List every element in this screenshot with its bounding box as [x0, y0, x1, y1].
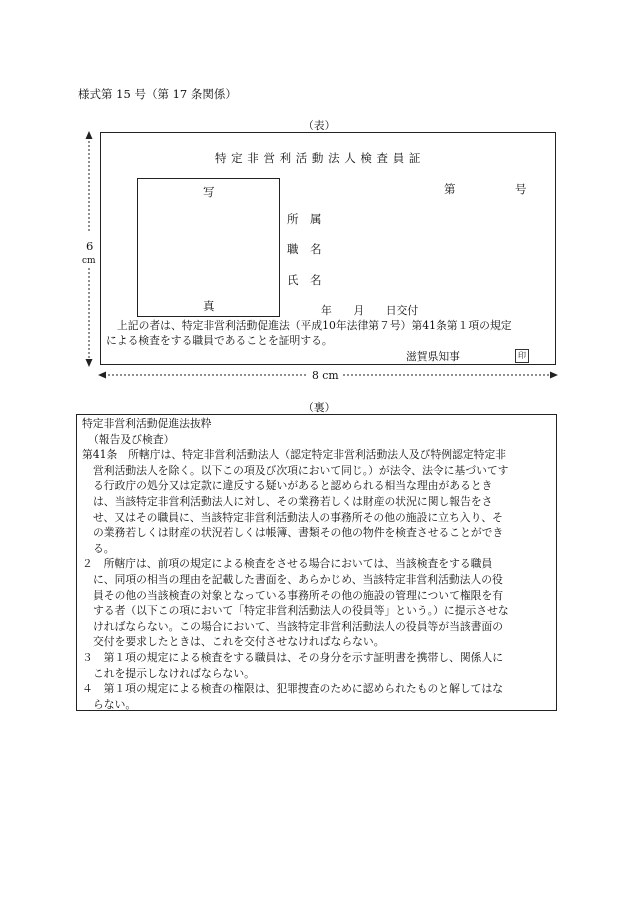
issuer: 滋賀県知事: [406, 350, 460, 363]
affiliation-label: 所 属: [287, 212, 322, 226]
back-heading: 特定非営利活動促進法抜粋: [82, 417, 212, 430]
back-subheading: （報告及び検査）: [88, 432, 175, 446]
paragraph-2-line: 員その他の当該検査の対象となっている事務所その他の施設の管理について権限を有: [93, 588, 504, 602]
paragraph-2-line: に、同項の相当の理由を記載した書面を、あらかじめ、当該特定非営利活動法人の役: [93, 572, 503, 586]
issue-date: 年 月 日交付: [321, 304, 419, 317]
seal-mark: 印: [515, 349, 529, 363]
back-text: [82, 416, 554, 712]
paragraph-4: [82, 681, 554, 712]
article-41: [82, 447, 554, 556]
paragraph-3: [82, 650, 554, 681]
back-side-label: （裏）: [303, 401, 336, 414]
paragraph-3-line: これを提示しなければならない。: [93, 666, 255, 680]
article-41-line: る行政庁の処分又は定款に違反する疑いがあると認められる相当な理由があるとき: [93, 479, 493, 493]
paragraph-2-line: 交付を要求したときは、これを交付させなければならない。: [93, 635, 385, 649]
number-suffix: 号: [515, 182, 527, 196]
photo-label-bottom: 真: [203, 299, 215, 313]
width-dimension: 8 cm: [312, 369, 339, 382]
article-41-line: の業務若しくは財産の状況若しくは帳簿、書類その他の物件を検査させることができ: [93, 526, 504, 540]
height-dimension-unit: cm: [82, 256, 96, 266]
front-side-label: （表）: [303, 119, 336, 132]
height-dimension-number: 6: [86, 239, 94, 253]
number-label: 第: [444, 182, 456, 196]
paragraph-4-line: らない。: [93, 697, 137, 711]
card-title: 特 定 非 営 利 活 動 法 人 検 査 員 証: [215, 151, 421, 165]
article-41-line: せ、又はその職員に、当該特定非営利活動法人の事務所その他の施設に立ち入り、そ: [93, 510, 503, 524]
paragraph-2: [82, 556, 554, 650]
paragraph-2-line: ２ 所轄庁は、前項の規定による検査をさせる場合においては、当該検査をする職員: [82, 557, 493, 571]
article-41-line: る。: [93, 541, 115, 555]
article-41-line: は、当該特定非営利活動法人に対し、その業務若しくは財産の状況に関し報告をさ: [93, 494, 493, 508]
article-41-line: 第41条 所轄庁は、特定非営利活動法人（認定特定非営利活動法人及び特例認定特定非: [82, 448, 507, 462]
position-label: 職 名: [287, 242, 322, 256]
paragraph-4-line: ４ 第１項の規定による検査の権限は、犯罪捜査のために認められたものと解してはな: [82, 682, 504, 696]
name-label: 氏 名: [287, 273, 322, 287]
paragraph-3-line: ３ 第１項の規定による検査をする職員は、その身分を示す証明書を携帯し、関係人に: [82, 650, 504, 664]
form-number: 様式第 15 号（第 17 条関係）: [78, 87, 237, 101]
paragraph-2-line: する者（以下この項において「特定非営利活動法人の役員等」という。）に提示させな: [93, 604, 509, 618]
certify-line-2: による検査をする職員であることを証明する。: [106, 334, 333, 347]
photo-label-top: 写: [203, 185, 215, 199]
article-41-line: 営利活動法人を除く。以下この項及び次項において同じ。）が法令、法令に基づいてす: [93, 463, 509, 477]
paragraph-2-line: ければならない。この場合において、当該特定非営利活動法人の役員等が当該書面の: [93, 619, 504, 633]
certify-line-1: 上記の者は、特定非営利活動促進法（平成10年法律第７号）第41条第１項の規定: [117, 319, 512, 332]
